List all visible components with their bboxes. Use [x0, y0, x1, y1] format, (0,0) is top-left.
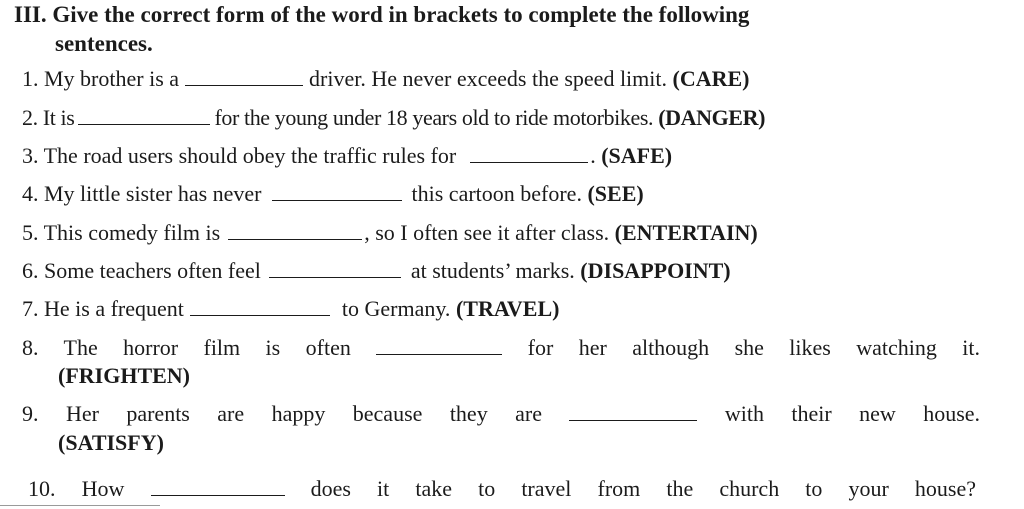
question-text-after: for her although she likes watching it. [527, 335, 981, 360]
answer-blank[interactable] [272, 182, 402, 201]
answer-blank[interactable] [569, 402, 697, 421]
question-8 [22, 334, 980, 362]
question-6 [22, 257, 731, 285]
heading-line-2: sentences. [55, 31, 153, 56]
answer-blank[interactable] [78, 106, 210, 125]
question-1 [22, 65, 750, 93]
question-number: 1. [22, 66, 39, 91]
question-2 [22, 104, 765, 132]
question-number: 9. [22, 401, 39, 426]
answer-blank[interactable] [269, 259, 401, 278]
question-3 [22, 142, 672, 170]
bracket-word: (SATISFY) [58, 430, 164, 455]
question-text-after: to Germany. [341, 296, 451, 321]
question-9 [22, 400, 980, 428]
question-text-after: with their new house. [724, 401, 981, 426]
question-number: 10. [28, 476, 56, 501]
question-5 [22, 219, 758, 247]
question-number: 2. [22, 105, 38, 130]
bracket-word: (SAFE) [601, 143, 673, 168]
answer-blank[interactable] [185, 67, 303, 86]
answer-blank[interactable] [190, 297, 330, 316]
question-number: 7. [22, 296, 39, 321]
answer-blank[interactable] [151, 477, 285, 496]
question-text-before: He is a frequent [44, 296, 184, 321]
question-text-before: The horror film is often [63, 335, 351, 360]
question-text-after: at students’ marks. [410, 258, 575, 283]
bracket-word: (DISAPPOINT) [580, 258, 731, 283]
question-text-after: , so I often see it after class. [364, 220, 610, 245]
bracket-word: (TRAVEL) [455, 296, 560, 321]
question-text-after: driver. He never exceeds the speed limit. [309, 66, 668, 91]
question-text-before: Her parents are happy because they are [65, 401, 542, 426]
bracket-word: (SEE) [587, 181, 644, 206]
question-text-after: for the young under 18 years old to ride motorbikes. [214, 105, 654, 130]
question-7 [22, 295, 559, 323]
bracket-word: (FRIGHTEN) [58, 363, 190, 388]
question-number: 3. [22, 143, 39, 168]
answer-blank[interactable] [376, 336, 502, 355]
heading-line-1: III. Give the correct form of the word in brackets to complete the following [14, 2, 750, 27]
answer-blank[interactable] [470, 144, 588, 163]
question-text-after: . [590, 143, 596, 168]
question-number: 6. [22, 258, 39, 283]
question-text-before: My brother is a [44, 66, 180, 91]
question-text-after: does it take to travel from the church to your house? [310, 476, 977, 501]
question-text-before: Some teachers often feel [44, 258, 261, 283]
bracket-word: (CARE) [672, 66, 750, 91]
question-text-before: My little sister has never [44, 181, 262, 206]
question-text-before: The road users should obey the traffic rules for [43, 143, 457, 168]
question-number: 4. [22, 181, 39, 206]
bracket-word: (ENTERTAIN) [614, 220, 758, 245]
question-4 [22, 180, 644, 208]
question-text-before: It is [42, 105, 75, 130]
question-text-before: This comedy film is [43, 220, 221, 245]
exercise-heading [14, 0, 994, 58]
bottom-rule [0, 505, 160, 506]
question-text-before: How [81, 476, 125, 501]
question-number: 8. [22, 335, 39, 360]
question-10 [28, 475, 976, 503]
question-number: 5. [22, 220, 39, 245]
bracket-word: (DANGER) [658, 105, 765, 130]
question-text-after: this cartoon before. [411, 181, 582, 206]
answer-blank[interactable] [228, 221, 362, 240]
